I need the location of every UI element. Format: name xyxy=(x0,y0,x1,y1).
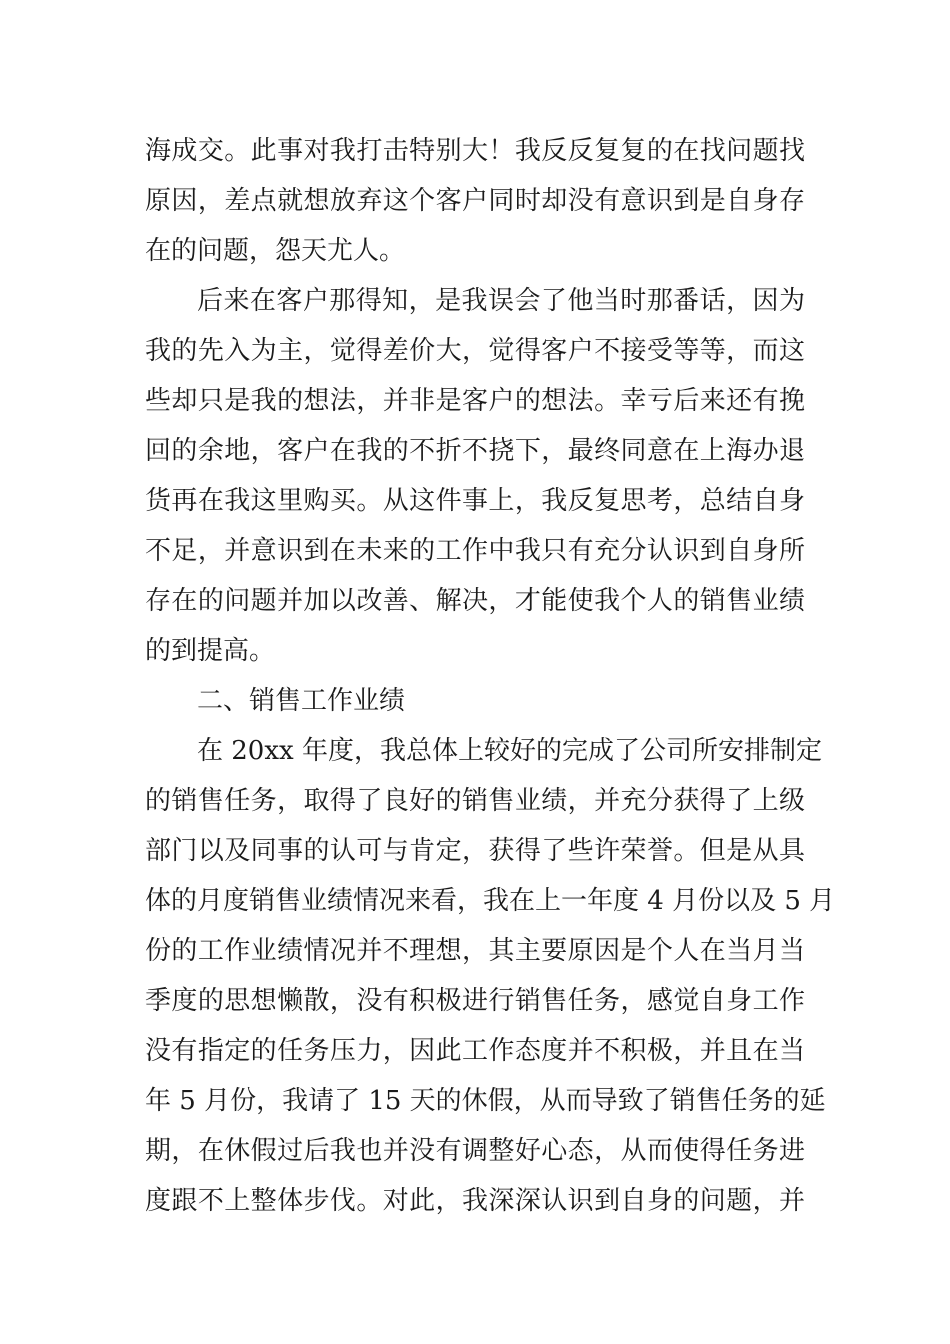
text-line: 我的先入为主，觉得差价大，觉得客户不接受等等，而这 xyxy=(145,336,805,366)
text-line: 在 20xx 年度，我总体上较好的完成了公司所安排制定 xyxy=(197,736,822,766)
text-line: 体的月度销售业绩情况来看，我在上一年度 4 月份以及 5 月 xyxy=(145,886,836,916)
text-line: 在的问题，怨天尤人。 xyxy=(145,236,406,266)
text-line: 年 5 月份，我请了 15 天的休假，从而导致了销售任务的延 xyxy=(145,1086,826,1116)
text-line: 部门以及同事的认可与肯定，获得了些许荣誉。但是从具 xyxy=(145,836,805,866)
text-line: 的销售任务，取得了良好的销售业绩，并充分获得了上级 xyxy=(145,786,805,816)
text-line: 不足，并意识到在未来的工作中我只有充分认识到自身所 xyxy=(145,536,805,566)
section-heading: 二、销售工作业绩 xyxy=(197,686,406,716)
text-line: 存在的问题并加以改善、解决，才能使我个人的销售业绩 xyxy=(145,586,805,616)
text-line: 期，在休假过后我也并没有调整好心态，从而使得任务进 xyxy=(145,1136,805,1166)
text-line: 回的余地，客户在我的不折不挠下，最终同意在上海办退 xyxy=(145,436,805,466)
text-line: 份的工作业绩情况并不理想，其主要原因是个人在当月当 xyxy=(145,936,805,966)
text-line: 季度的思想懒散，没有积极进行销售任务，感觉自身工作 xyxy=(145,986,805,1016)
text-line: 货再在我这里购买。从这件事上，我反复思考，总结自身 xyxy=(145,486,805,516)
text-line: 的到提高。 xyxy=(145,636,276,666)
text-line: 度跟不上整体步伐。对此，我深深认识到自身的问题，并 xyxy=(145,1186,805,1216)
text-line: 原因，差点就想放弃这个客户同时却没有意识到是自身存 xyxy=(145,186,805,216)
text-line: 没有指定的任务压力，因此工作态度并不积极，并且在当 xyxy=(145,1036,805,1066)
text-line: 后来在客户那得知，是我误会了他当时那番话，因为 xyxy=(197,286,805,316)
text-line: 海成交。此事对我打击特别大！我反反复复的在找问题找 xyxy=(145,136,805,166)
text-line: 些却只是我的想法，并非是客户的想法。幸亏后来还有挽 xyxy=(145,386,805,416)
